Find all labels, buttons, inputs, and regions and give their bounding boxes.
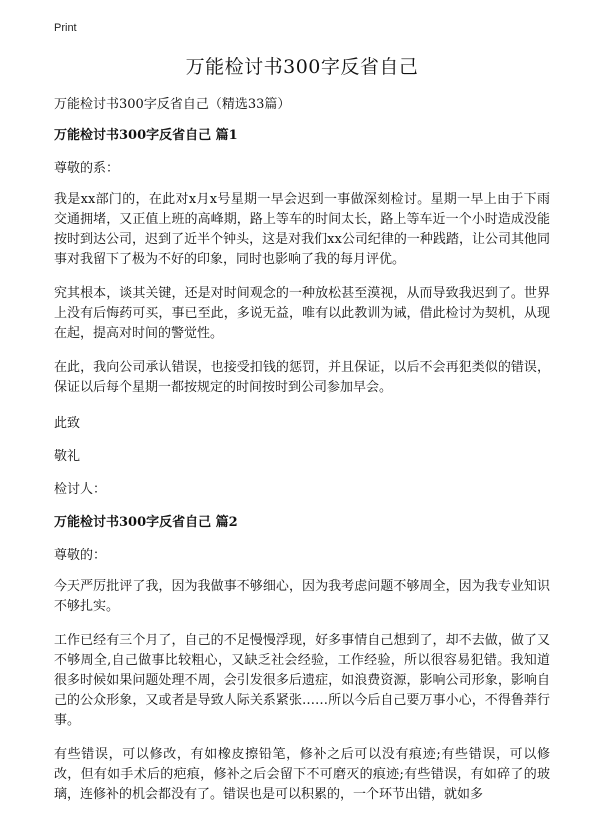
print-link[interactable]: Print [54,22,77,34]
salutation: 尊敬的： [54,548,107,563]
paragraph: 有些错误，可以修改，有如橡皮擦铅笔，修补之后可以没有痕迹;有些错误，可以修改，但有如手术后的疤痕，修补之后会留下不可磨灭的痕迹;有些错误，有如碎了的玻璃，连修补的机会都没有了。错误也是可以积累的，一个环节出错，就如多 [54,747,550,802]
signature-label: 检讨人： [54,482,107,497]
document-intro: 万能检讨书300字反省自己（精选33篇） [54,97,291,112]
document-title: 万能检讨书300字反省自己 [185,56,419,78]
closing-text: 此致 [54,416,81,431]
paragraph: 我是xx部门的，在此对x月x号星期一早会迟到一事做深刻检讨。星期一早上由于下雨交通拥堵，又正值上班的高峰期，路上等车的时间太长，路上等车近一个小时造成没能按时到达公司，迟到了近半个钟头，这是对我们xx公司纪律的一种践踏，让公司其他同事对我留下了极为不好的印象，同时也影响了我的每月评优。 [54,192,550,267]
regards-text: 敬礼 [54,449,81,464]
section-heading: 万能检讨书300字反省自己 篇1 [54,128,238,143]
paragraph: 工作已经有三个月了，自己的不足慢慢浮现，好多事情自己想到了，却不去做，做了又不够周全,自己做事比较粗心，又缺乏社会经验，工作经验，所以很容易犯错。我知道很多时候如果问题处理不周，会引发很多后遗症，如浪费资源，影响公司形象，影响自己的公众形象，又或者是导致人际关系紧张……所以今后自己要万事小心，不得鲁莽行事。 [54,633,550,728]
paragraph: 今天严厉批评了我，因为我做事不够细心，因为我考虑问题不够周全，因为我专业知识不够扎实。 [54,579,550,614]
paragraph: 在此，我向公司承认错误，也接受扣钱的惩罚，并且保证，以后不会再犯类似的错误，保证以后每个星期一都按规定的时间按时到公司参加早会。 [54,360,550,395]
salutation: 尊敬的系： [54,161,120,176]
paragraph: 究其根本，谈其关键，还是对时间观念的一种放松甚至漠视，从而导致我迟到了。世界上没有后悔药可买，事已至此，多说无益，唯有以此教训为诫，借此检讨为契机，从现在起，提高对时间的警觉性。 [54,286,550,341]
section-heading: 万能检讨书300字反省自己 篇2 [54,515,238,530]
document-body [54,52,550,819]
